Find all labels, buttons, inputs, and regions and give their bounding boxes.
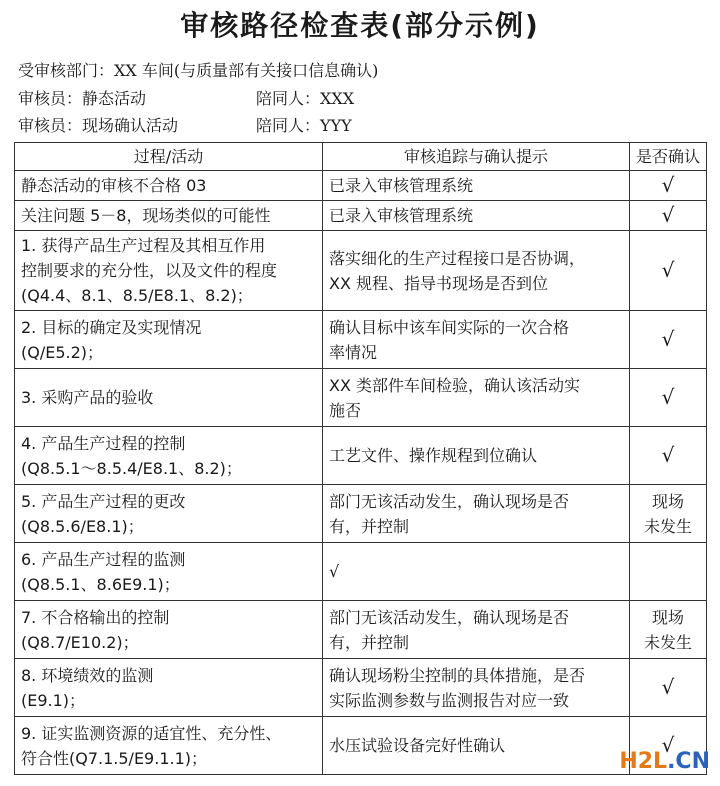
hint-cell-line: 实际监测参数与监测报告对应一致 xyxy=(329,690,570,710)
table-row xyxy=(15,231,707,311)
process-cell-line: 9. 证实监测资源的适宜性、充分性、 xyxy=(21,723,282,743)
confirm-cell-line: √ xyxy=(661,327,675,351)
process-cell-line: 控制要求的充分性，以及文件的程度 xyxy=(21,261,278,280)
confirm-cell xyxy=(630,427,707,485)
table-header-row xyxy=(15,143,707,171)
hint-cell-line: 确认目标中该车间实际的一次合格 xyxy=(329,317,570,337)
onsite-audit-line xyxy=(18,115,352,137)
companion-yyy: 陪同人：YYY xyxy=(256,116,352,135)
confirm-cell xyxy=(630,311,707,369)
table-row xyxy=(15,543,707,601)
confirm-cell-line: √ xyxy=(661,203,675,227)
process-cell xyxy=(15,369,323,427)
audit-checklist-table xyxy=(14,142,707,775)
table-row xyxy=(15,171,707,201)
companion-xxx: 陪同人：XXX xyxy=(256,89,355,108)
process-cell-line: 静态活动的审核不合格 03 xyxy=(21,176,207,195)
process-cell xyxy=(15,601,323,659)
hint-cell-line: √ xyxy=(329,562,340,581)
hint-cell xyxy=(323,485,630,543)
hint-cell-line: 落实细化的生产过程接口是否协调， xyxy=(329,248,586,268)
process-cell-line: 关注问题 5－8，现场类似的可能性 xyxy=(21,206,271,225)
process-cell-line: 7. 不合格输出的控制 xyxy=(21,607,170,627)
process-cell-line: 符合性(Q7.1.5/E9.1.1)； xyxy=(21,748,208,768)
table-row xyxy=(15,427,707,485)
process-cell xyxy=(15,659,323,717)
hint-cell-line: 有，并控制 xyxy=(329,632,410,652)
confirm-cell xyxy=(630,601,707,659)
confirm-cell-line: √ xyxy=(661,258,675,282)
hint-cell-line: XX 类部件车间检验，确认该活动实 xyxy=(329,375,581,395)
process-cell-line: (Q/E5.2)； xyxy=(21,342,104,362)
page-title: 审核路径检查表(部分示例) xyxy=(180,9,540,42)
confirm-cell-line: 现场 xyxy=(651,491,684,511)
hint-cell xyxy=(323,311,630,369)
table-row xyxy=(15,659,707,717)
process-cell-line: (E9.1)； xyxy=(21,690,86,710)
hint-cell xyxy=(323,543,630,601)
confirm-cell-line: 未发生 xyxy=(643,516,692,536)
process-cell-line: 4. 产品生产过程的控制 xyxy=(21,433,186,453)
process-cell xyxy=(15,171,323,201)
hint-cell-line: 已录入审核管理系统 xyxy=(329,206,474,225)
hint-cell-line: 已录入审核管理系统 xyxy=(329,176,474,195)
process-cell-line: 5. 产品生产过程的更改 xyxy=(21,491,186,511)
process-cell xyxy=(15,543,323,601)
process-cell-line: (Q8.7/E10.2)； xyxy=(21,632,139,652)
h2l-watermark-logo xyxy=(619,749,710,774)
header-confirm: 是否确认 xyxy=(630,143,707,171)
static-audit-line xyxy=(18,88,355,110)
hint-cell xyxy=(323,171,630,201)
confirm-cell-line: √ xyxy=(661,675,675,699)
process-cell xyxy=(15,311,323,369)
hint-cell-line: 水压试验设备完好性确认 xyxy=(329,736,506,755)
audited-department: 受审核部门：XX 车间(与质量部有关接口信息确认) xyxy=(18,61,379,80)
header-hint: 审核追踪与确认提示 xyxy=(323,143,630,171)
hint-cell-line: 率情况 xyxy=(329,342,378,362)
auditor-onsite: 审核员：现场确认活动 xyxy=(18,116,179,135)
process-cell-line: 6. 产品生产过程的监测 xyxy=(21,549,186,569)
process-cell-line: (Q8.5.1、8.6E9.1)； xyxy=(21,574,180,594)
hint-cell xyxy=(323,601,630,659)
table-row xyxy=(15,311,707,369)
auditor-static: 审核员：静态活动 xyxy=(18,89,147,108)
process-cell-line: (Q8.5.1～8.5.4/E8.1、8.2)； xyxy=(21,458,242,478)
hint-cell xyxy=(323,231,630,311)
hint-cell xyxy=(323,427,630,485)
confirm-cell xyxy=(630,659,707,717)
hint-cell-line: 有，并控制 xyxy=(329,516,410,536)
watermark-part2: .CN xyxy=(667,749,710,774)
table-row xyxy=(15,717,707,775)
process-cell-line: 1. 获得产品生产过程及其相互作用 xyxy=(21,236,266,255)
hint-cell xyxy=(323,369,630,427)
hint-cell xyxy=(323,717,630,775)
confirm-cell xyxy=(630,231,707,311)
process-cell-line: (Q8.5.6/E8.1)； xyxy=(21,516,144,536)
table-row xyxy=(15,601,707,659)
confirm-cell xyxy=(630,171,707,201)
table-row xyxy=(15,369,707,427)
confirm-cell xyxy=(630,543,707,601)
table-row xyxy=(15,485,707,543)
hint-cell-line: 部门无该活动发生，确认现场是否 xyxy=(329,491,570,511)
hint-cell-line: 确认现场粉尘控制的具体措施，是否 xyxy=(329,665,586,685)
process-cell-line: 3. 采购产品的验收 xyxy=(21,388,154,407)
header-process: 过程/活动 xyxy=(15,143,323,171)
confirm-cell-line: √ xyxy=(661,385,675,409)
process-cell-line: (Q4.4、8.1、8.5/E8.1、8.2)； xyxy=(21,286,253,305)
confirm-cell xyxy=(630,201,707,231)
hint-cell-line: 工艺文件、操作规程到位确认 xyxy=(329,446,538,465)
hint-cell-line: 施否 xyxy=(329,400,362,420)
process-cell xyxy=(15,231,323,311)
confirm-cell-line: √ xyxy=(661,443,675,467)
process-cell-line: 8. 环境绩效的监测 xyxy=(21,665,154,685)
confirm-cell-line: 现场 xyxy=(651,607,684,627)
confirm-cell-line: √ xyxy=(661,733,675,757)
hint-cell xyxy=(323,201,630,231)
watermark-part1: H2L xyxy=(619,749,668,774)
confirm-cell xyxy=(630,369,707,427)
hint-cell-line: XX 规程、指导书现场是否到位 xyxy=(329,273,549,293)
process-cell-line: 2. 目标的确定及实现情况 xyxy=(21,317,202,337)
hint-cell xyxy=(323,659,630,717)
confirm-cell-line: 未发生 xyxy=(643,632,692,652)
confirm-cell xyxy=(630,485,707,543)
hint-cell-line: 部门无该活动发生，确认现场是否 xyxy=(329,607,570,627)
confirm-cell-line: √ xyxy=(661,173,675,197)
process-cell xyxy=(15,485,323,543)
process-cell xyxy=(15,717,323,775)
table-row xyxy=(15,201,707,231)
process-cell xyxy=(15,427,323,485)
process-cell xyxy=(15,201,323,231)
